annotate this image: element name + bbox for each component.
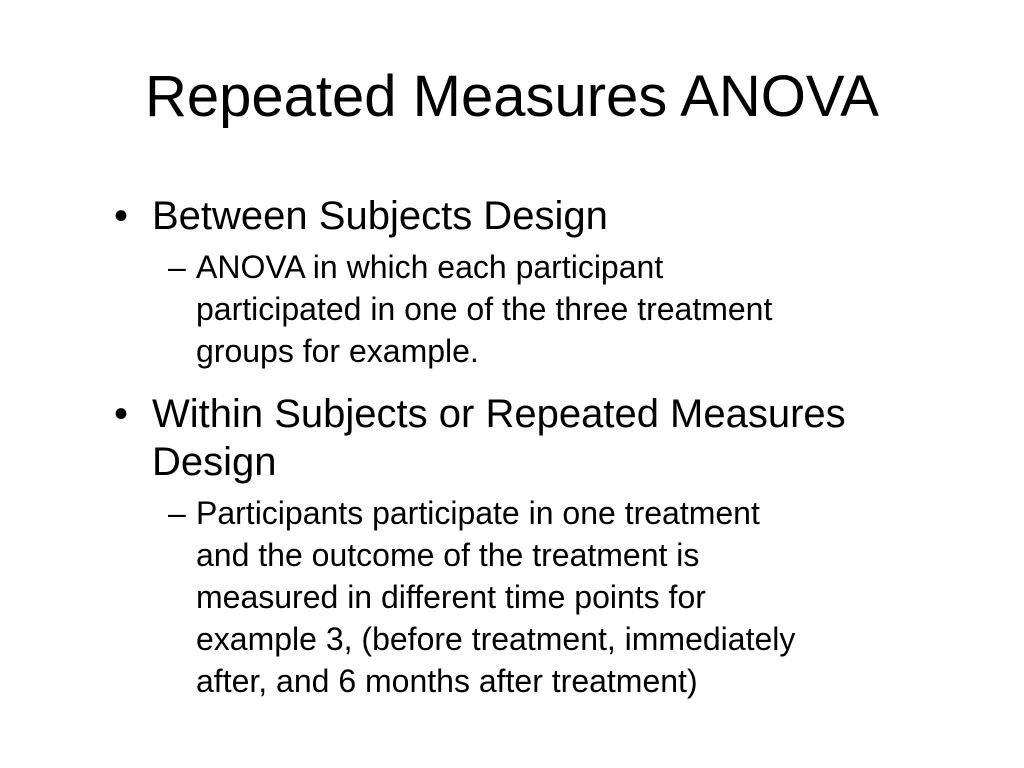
- sub-bullet-line: and the outcome of the treatment is: [196, 537, 700, 573]
- sub-bullet-line: measured in different time points for: [196, 579, 706, 615]
- slide-body: [112, 192, 952, 702]
- dash-marker: –: [168, 495, 186, 531]
- bullet-text-line: Design: [152, 440, 277, 484]
- sub-bullet-line: groups for example.: [196, 333, 479, 369]
- bullet-marker: •: [114, 194, 129, 238]
- sub-bullet-line: after, and 6 months after treatment): [196, 663, 698, 699]
- sub-bullet-line: participated in one of the three treatment: [196, 291, 773, 327]
- dash-marker: –: [168, 249, 186, 285]
- bullet-item-between-subjects: [112, 192, 952, 240]
- bullet-text: Between Subjects Design: [152, 194, 608, 238]
- sub-bullet-line: example 3, (before treatment, immediately: [196, 621, 796, 657]
- bullet-item-within-subjects: [112, 390, 952, 486]
- sub-bullet-line: ANOVA in which each participant: [196, 249, 664, 285]
- bullet-text-line: Within Subjects or Repeated Measures: [152, 392, 846, 436]
- sub-bullet-line: Participants participate in one treatment: [196, 495, 760, 531]
- sub-bullet-between-subjects: [168, 246, 952, 372]
- bullet-marker: •: [114, 392, 129, 436]
- slide-title: Repeated Measures ANOVA: [145, 64, 879, 129]
- sub-bullet-within-subjects: [168, 492, 952, 702]
